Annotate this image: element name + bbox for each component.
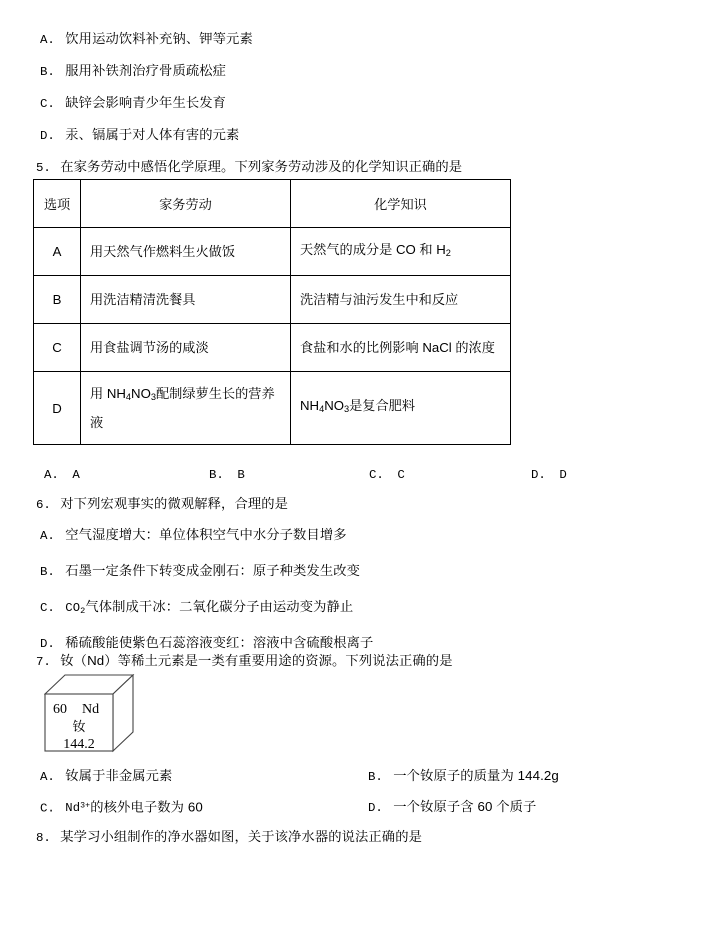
q5-answer-b — [209, 466, 245, 484]
row-d-task-sub1: 4 — [125, 392, 132, 403]
q4-option-b-text: 服用补铁剂治疗骨质疏松症 — [65, 63, 227, 78]
q6-option-c-formula-pre: CO — [65, 601, 81, 615]
q5-answer-d — [531, 466, 567, 484]
q7-option-d-label: D. — [368, 801, 383, 815]
q6-stem-text: 对下列宏观事实的微观解释，合理的是 — [60, 496, 289, 511]
q5-answer-a-text: A — [72, 468, 80, 482]
q8-number: 8. — [36, 831, 51, 845]
q4-option-a-label: A. — [40, 33, 55, 47]
row-d-knowledge-post: 是复合肥料 — [349, 398, 416, 414]
q4-option-d — [40, 126, 239, 145]
q4-option-a — [40, 30, 253, 49]
q8-stem — [36, 828, 422, 847]
q5-answer-a — [44, 466, 80, 484]
q4-option-c — [40, 94, 226, 113]
q6-option-b-label: B. — [40, 565, 55, 579]
q5-stem — [36, 158, 462, 177]
q5-number: 5. — [36, 161, 51, 175]
row-b-task: 用洗洁精清洗餐具 — [81, 276, 291, 324]
table-row — [34, 228, 511, 276]
row-d-knowledge-pre: NH — [300, 398, 320, 414]
q5-stem-text: 在家务劳动中感悟化学原理。下列家务劳动涉及的化学知识正确的是 — [60, 159, 463, 174]
row-d-option: D — [34, 372, 81, 445]
housework-chemistry-table — [33, 179, 511, 445]
q7-option-b-label: B. — [368, 770, 383, 784]
q7-option-d — [368, 798, 536, 817]
q6-option-d — [40, 634, 373, 653]
q6-stem — [36, 495, 288, 514]
q6-option-c-label: C. — [40, 601, 55, 615]
q7-option-a-text: 钕属于非金属元素 — [65, 768, 173, 783]
q5-answer-b-text: B — [237, 468, 245, 482]
q7-number: 7. — [36, 655, 51, 669]
q5-answer-b-label: B. — [209, 468, 224, 482]
q7-option-b-text: 一个钕原子的质量为 144.2g — [393, 768, 559, 783]
q8-stem-text: 某学习小组制作的净水器如图，关于该净水器的说法正确的是 — [60, 829, 422, 844]
q6-option-c — [40, 598, 353, 620]
row-a-option: A — [34, 228, 81, 276]
q6-option-b-text: 石墨一定条件下转变成金刚石：原子种类发生改变 — [65, 563, 361, 578]
q4-option-c-label: C. — [40, 97, 55, 111]
row-c-task: 用食盐调节汤的咸淡 — [81, 324, 291, 372]
row-d-knowledge-sub2: 3 — [343, 404, 350, 415]
row-b-option: B — [34, 276, 81, 324]
q7-option-c-ion-charge: 3+ — [80, 802, 91, 811]
row-c-option: C — [34, 324, 81, 372]
q5-answer-c-text: C — [397, 468, 405, 482]
q6-option-c-formula — [65, 601, 85, 615]
row-d-task — [81, 372, 291, 445]
row-a-knowledge-subscript: 2 — [445, 248, 451, 259]
q7-option-c-text: 的核外电子数为 60 — [90, 799, 203, 815]
row-d-task-pre: 用 NH — [90, 385, 126, 401]
neodymium-element-cube-diagram — [44, 674, 154, 760]
q6-option-b — [40, 562, 360, 581]
q6-option-c-text: 气体制成干冰：二氧化碳分子由运动变为静止 — [85, 599, 354, 614]
row-c-knowledge: 食盐和水的比例影响 NaCl 的浓度 — [291, 324, 511, 372]
q5-answer-d-text: D — [559, 468, 567, 482]
table-row — [34, 372, 511, 445]
q4-option-b-label: B. — [40, 65, 55, 79]
q4-option-b — [40, 62, 226, 81]
q7-option-c-ion-symbol: Nd — [65, 801, 81, 816]
q4-option-d-label: D. — [40, 129, 55, 143]
q7-option-c — [40, 798, 203, 817]
q6-option-a — [40, 526, 347, 545]
row-d-task-post: 配制绿萝生长的营养 — [155, 385, 275, 401]
cube-symbol: Nd — [82, 702, 100, 717]
q7-option-a — [40, 767, 172, 786]
row-b-knowledge: 洗洁精与油污发生中和反应 — [291, 276, 511, 324]
q6-option-d-label: D. — [40, 637, 55, 651]
row-d-task-sub2: 3 — [150, 392, 156, 403]
element-cube-svg — [44, 674, 154, 760]
q7-option-b — [368, 767, 559, 786]
q5-answer-c-label: C. — [369, 468, 384, 482]
row-a-task: 用天然气作燃料生火做饭 — [81, 228, 291, 276]
q5-answer-d-label: D. — [531, 468, 546, 482]
q6-number: 6. — [36, 498, 51, 512]
q7-option-c-ion — [65, 801, 90, 815]
row-d-knowledge-mid: NO — [324, 398, 344, 414]
row-d-knowledge-sub1: 4 — [319, 404, 325, 415]
cube-atomic-number: 60 — [53, 702, 67, 717]
row-d-task-line2: 液 — [90, 415, 104, 431]
q6-option-c-formula-sub: 2 — [80, 605, 86, 616]
q6-option-a-label: A. — [40, 529, 55, 543]
row-d-knowledge — [291, 372, 511, 445]
q7-option-d-text: 一个钕原子含 60 个质子 — [393, 799, 537, 814]
q4-option-d-text: 汞、镉属于对人体有害的元素 — [65, 127, 240, 142]
q5-answer-c — [369, 466, 405, 484]
q7-stem — [36, 652, 453, 671]
q6-option-d-text: 稀硫酸能使紫色石蕊溶液变红：溶液中含硫酸根离子 — [65, 635, 374, 650]
q6-option-a-text: 空气湿度增大：单位体积空气中水分子数目增多 — [65, 527, 347, 542]
table-row — [34, 276, 511, 324]
cube-atomic-mass: 144.2 — [63, 737, 95, 752]
table-header-row — [34, 180, 511, 228]
table-row — [34, 324, 511, 372]
row-d-task-mid: NO — [131, 385, 151, 401]
cube-name-cn: 钕 — [72, 719, 86, 734]
q4-option-c-text: 缺锌会影响青少年生长发育 — [65, 95, 227, 110]
q7-option-c-label: C. — [40, 801, 55, 816]
header-knowledge: 化学知识 — [291, 180, 511, 228]
q7-option-a-label: A. — [40, 770, 55, 784]
q4-option-a-text: 饮用运动饮料补充钠、钾等元素 — [65, 31, 253, 46]
row-a-knowledge — [291, 228, 511, 276]
q7-stem-text: 钕（Nd）等稀土元素是一类有重要用途的资源。下列说法正确的是 — [60, 653, 453, 668]
row-a-knowledge-text: 天然气的成分是 CO 和 H — [300, 241, 446, 257]
q5-answer-a-label: A. — [44, 468, 59, 482]
header-task: 家务劳动 — [81, 180, 291, 228]
header-option: 选项 — [34, 180, 81, 228]
